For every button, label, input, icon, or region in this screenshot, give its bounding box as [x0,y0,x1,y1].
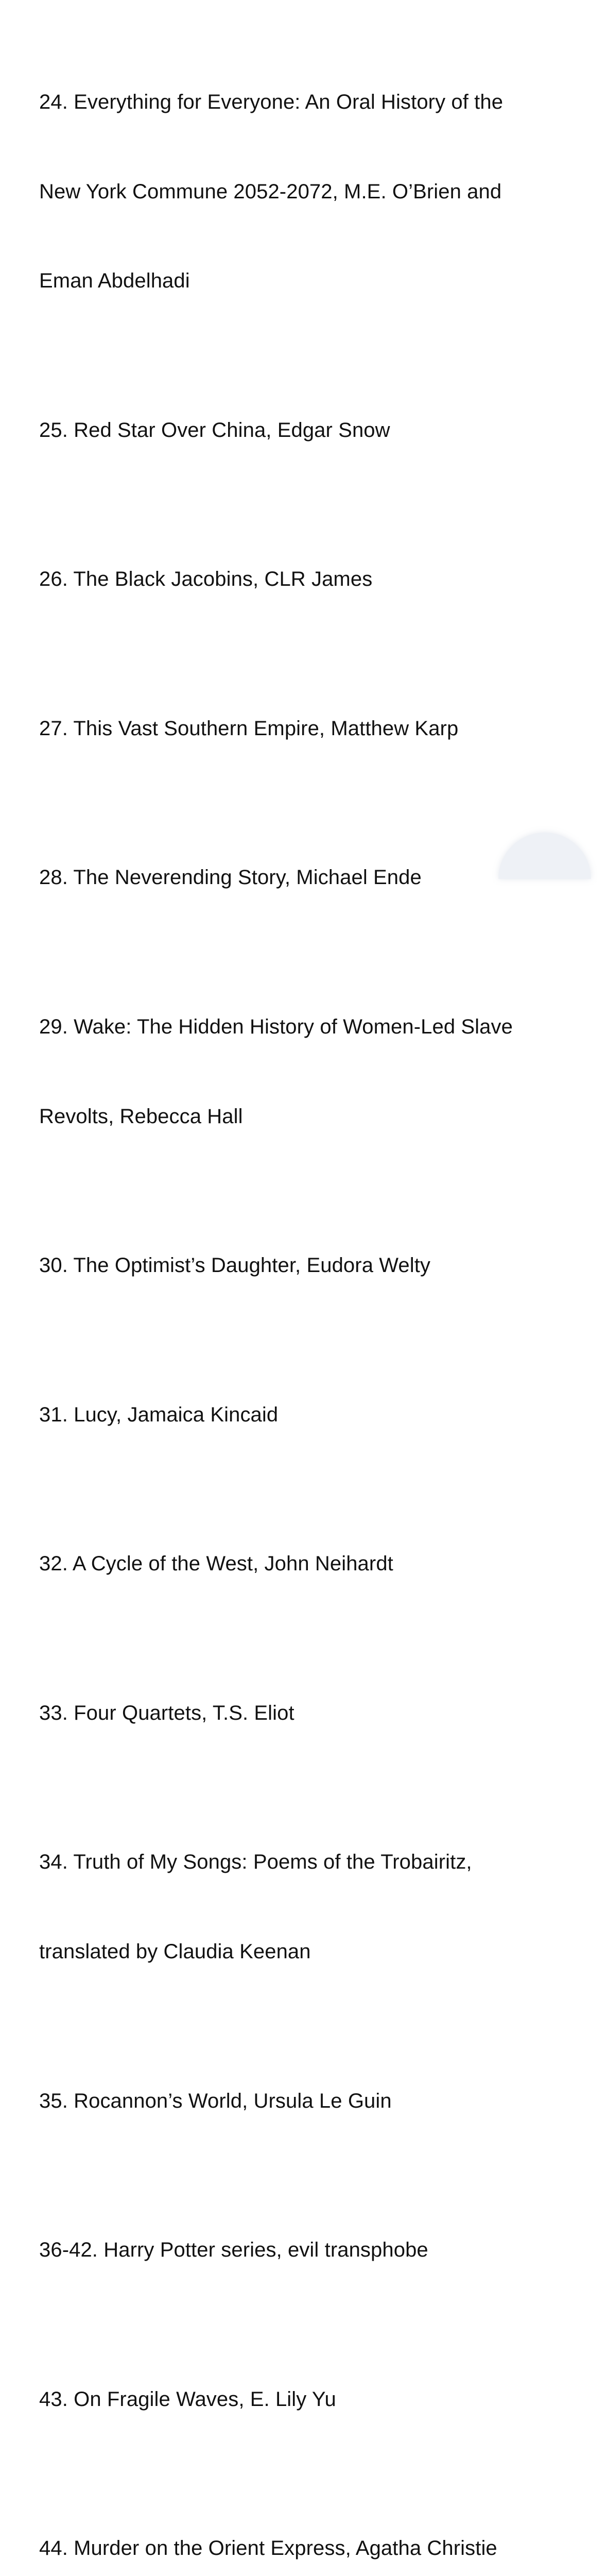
list-item [39,2325,585,2475]
list-item [39,1341,585,1490]
list-item [39,953,585,1191]
list-item-line: New York Commune 2052-2072, M.E. O’Brien and [39,180,502,203]
list-item [39,2027,585,2176]
list-item [39,505,585,655]
list-item-line: 29. Wake: The Hidden History of Women-Led Slave [39,1015,513,1038]
list-item-line: 24. Everything for Everyone: An Oral History of the [39,90,504,113]
list-item [39,356,585,505]
list-item [39,2474,585,2576]
list-item-line: 35. Rocannon’s World, Ursula Le Guin [39,2089,392,2112]
book-list [39,28,585,2576]
list-item [39,1639,585,1788]
list-item-line: translated by Claudia Keenan [39,1940,311,1963]
list-item [39,1489,585,1639]
list-item-line: 30. The Optimist’s Daughter, Eudora Welty [39,1254,431,1277]
list-item-line: 26. The Black Jacobins, CLR James [39,568,373,591]
list-item-line: 44. Murder on the Orient Express, Agatha Christie [39,2537,497,2560]
list-item-line: 36-42. Harry Potter series, evil transphobe [39,2239,428,2262]
list-item [39,654,585,804]
list-item [39,1788,585,2026]
list-item-line: 32. A Cycle of the West, John Neihardt [39,1552,393,1575]
list-item [39,1191,585,1341]
list-item-line: Eman Abdelhadi [39,269,190,293]
list-item-line: 25. Red Star Over China, Edgar Snow [39,418,390,442]
list-item-line: 43. On Fragile Waves, E. Lily Yu [39,2387,336,2411]
list-item [39,28,585,356]
list-item-line: 33. Four Quartets, T.S. Eliot [39,1701,294,1724]
list-item-line: Revolts, Rebecca Hall [39,1105,243,1128]
list-item [39,2176,585,2325]
list-item-line: 31. Lucy, Jamaica Kincaid [39,1403,279,1426]
list-item-line: 28. The Neverending Story, Michael Ende [39,866,422,889]
list-item-line: 27. This Vast Southern Empire, Matthew Karp [39,717,459,740]
list-item-line: 34. Truth of My Songs: Poems of the Trobairitz, [39,1851,472,1874]
